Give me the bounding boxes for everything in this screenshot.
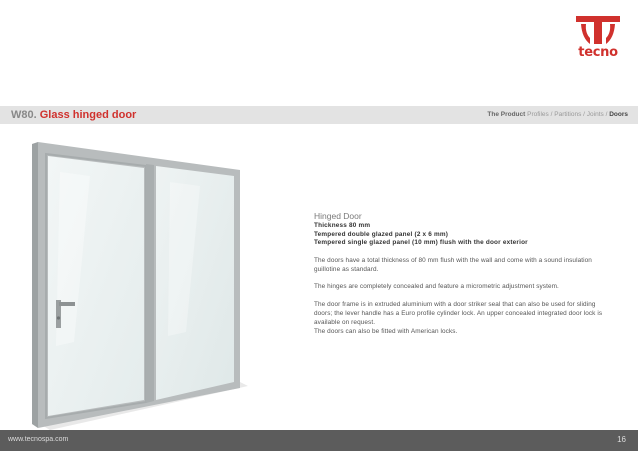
page-title <box>11 109 136 121</box>
product-code: W80. <box>11 109 37 121</box>
page-number: 16 <box>617 435 626 444</box>
spec-line: Tempered single glazed panel (10 mm) flush with the door exterior <box>314 239 528 247</box>
breadcrumb-separator: / <box>550 111 553 118</box>
breadcrumb-item-profiles[interactable]: Profiles <box>527 111 549 118</box>
tecno-logo-mark <box>572 14 624 46</box>
breadcrumb-root[interactable]: The Product <box>487 111 526 118</box>
paragraph-line: The doors can also be fitted with American locks. <box>314 327 458 335</box>
title-bar <box>0 106 638 124</box>
footer <box>0 430 638 451</box>
section-heading: Hinged Door <box>314 211 362 221</box>
paragraph-frame <box>314 301 604 336</box>
description <box>314 211 604 336</box>
paragraph-line: The hinges are completely concealed and feature a micrometric adjustment system. <box>314 283 559 291</box>
paragraph-line: The door frame is in extruded aluminium with a door striker seal that can also be used for sliding doors; the lever handle has a Euro profile cylinder lock. An upper concealed integrated door lock is available on request. <box>314 301 603 326</box>
breadcrumb-item-doors[interactable]: Doors <box>609 111 628 118</box>
paragraph-hinges <box>314 283 604 292</box>
breadcrumb <box>487 111 628 118</box>
paragraph-thickness <box>314 257 604 275</box>
door-illustration <box>30 142 252 430</box>
breadcrumb-item-joints[interactable]: Joints <box>586 111 604 118</box>
paragraph-line: The doors have a total thickness of 80 mm flush with the wall and come with a sound insulation guillotine as standard. <box>314 256 592 273</box>
website-link[interactable]: www.tecnospa.com <box>8 436 69 443</box>
logo-wordmark: tecno <box>578 45 618 60</box>
spec-line: Tempered double glazed panel (2 x 6 mm) <box>314 230 449 238</box>
product-name: Glass hinged door <box>39 109 137 121</box>
tecno-logo <box>572 14 624 62</box>
breadcrumb-item-partitions[interactable]: Partitions <box>554 111 582 118</box>
breadcrumb-separator: / <box>583 111 585 118</box>
spec-line: Thickness 80 mm <box>314 222 371 229</box>
breadcrumb-separator: / <box>605 111 608 118</box>
